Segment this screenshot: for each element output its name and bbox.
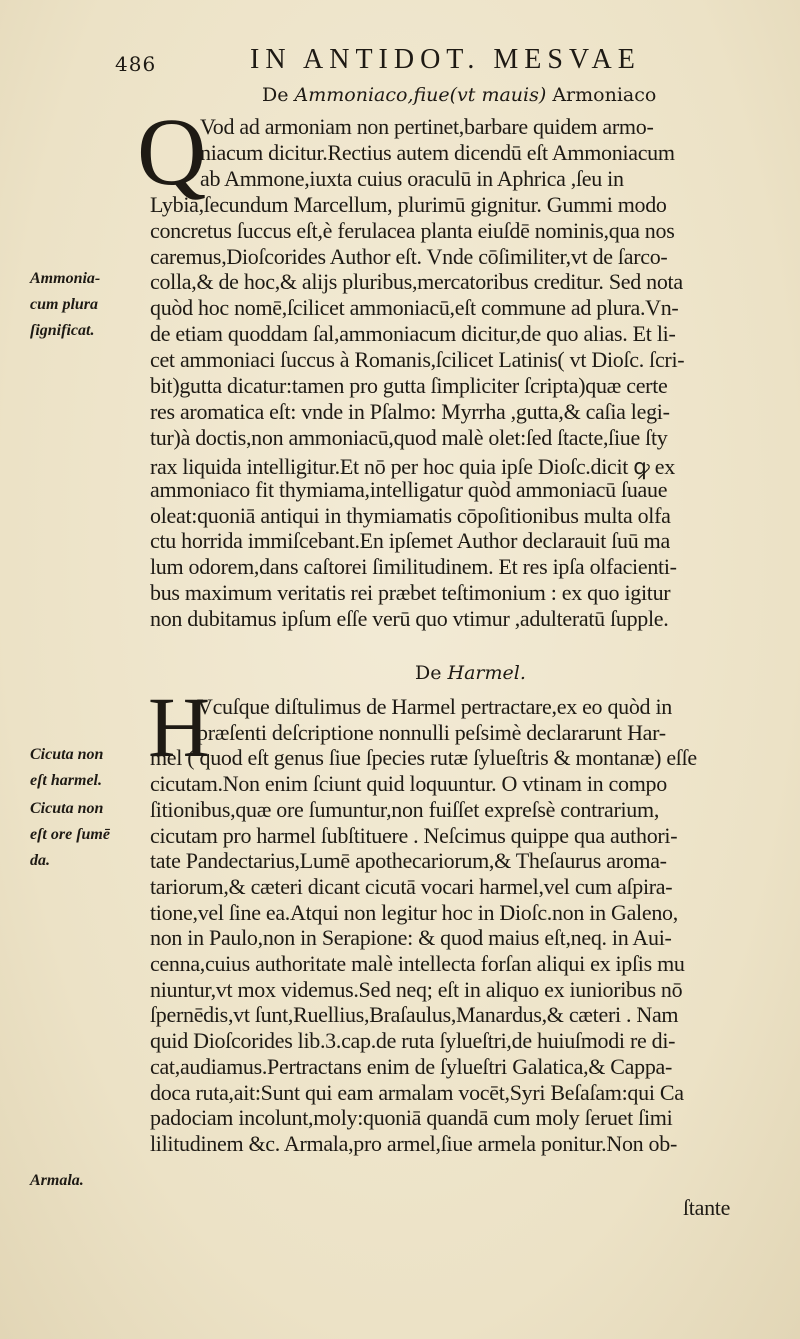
text-line: mel ( quod eſt genus ſiue ſpecies rutæ ſylueſtris & montanæ) eſſe xyxy=(150,745,697,771)
margin-note: Cicuta non xyxy=(30,800,104,817)
text-line: non in Paulo,non in Serapione: & quod maius eſt,neq. in Aui- xyxy=(150,925,672,951)
text-line: quid Dioſcorides lib.3.cap.de ruta ſylueſtri,de huiuſmodi re di- xyxy=(150,1028,676,1054)
text-line: tariorum,& cæteri dicant cicutā vocari harmel,vel cum aſpira- xyxy=(150,873,673,899)
text-line: caremus,Dioſcorides Author eſt. Vnde cōſimiliter,vt de ſarco- xyxy=(150,243,668,269)
text-line: quòd hoc nomē,ſcilicet ammoniacū,eſt commune ad plura.Vn- xyxy=(150,295,679,321)
margin-note: ſignificat. xyxy=(30,322,95,339)
text-line: non dubitamus ipſum eſſe verū quo vtimur ,adulteratū ſupple. xyxy=(150,606,669,632)
margin-note: Cicuta non xyxy=(30,746,104,763)
section-title-ammoniaco: De Ammoniaco,fiue(vt mauis) Armoniaco xyxy=(262,84,657,106)
text-line: concretus ſuccus eſt,è ferulacea planta eiuſdē nominis,qua nos xyxy=(150,217,675,243)
page-number: 486 xyxy=(115,52,157,76)
text-line: Lybia,ſecundum Marcellum, plurimū gignitur. Gummi modo xyxy=(150,191,667,217)
text-line: cicutam.Non enim ſciunt quid loquuntur. O vtinam in compo xyxy=(150,771,667,797)
text-line: tione,vel ſine ea.Atqui non legitur hoc in Dioſc.non in Galeno, xyxy=(150,899,678,925)
text-line: cat,audiamus.Pertractans enim de ſylueſtri Galatica,& Cappa- xyxy=(150,1053,673,1079)
page-header xyxy=(115,44,755,84)
text-line: cet ammoniaci ſuccus à Romanis,ſcilicet Latinis( vt Dioſc. ſcri- xyxy=(150,347,685,373)
text-line: doca ruta,ait:Sunt qui eam armalam vocēt,Syri Beſaſam:qui Ca xyxy=(150,1079,684,1105)
text-line: ſpernēdis,vt ſunt,Ruellius,Braſaulus,Manardus,& cæteri . Nam xyxy=(150,1002,679,1028)
text-line: ammoniaco fit thymiama,intelligatur quòd ammoniacū ſuaue xyxy=(150,476,668,502)
text-line: niacum dicitur.Rectius autem dicendū eſt Ammoniacum xyxy=(200,139,675,165)
margin-note: Armala. xyxy=(30,1172,84,1189)
text-line: tate Pandectarius,Lumē apothecariorum,& Theſaurus aroma- xyxy=(150,848,667,874)
margin-note: cum plura xyxy=(30,296,99,313)
text-line: Vcuſque diſtulimus de Harmel pertractare,ex eo quòd in xyxy=(197,694,672,719)
drop-cap-q: Q xyxy=(137,98,207,205)
text-line: lum odorem,dans caſtorei ſimilitudinem. Et res ipſa olfacienti- xyxy=(150,554,677,580)
text-line: bus maximum veritatis rei præbet teſtimonium : ex quo igitur xyxy=(150,580,671,606)
text-line: ctu horrida immiſcebant.En ipſemet Author declarauit ſuū ma xyxy=(150,528,670,554)
text-line: rax liquida intelligitur.Et nō per hoc quia ipſe Dioſc.dicit ꝙ ex xyxy=(150,453,675,479)
text-line: colla,& de hoc,& alijs pluribus,mercatoribus creditur. Sed nota xyxy=(150,269,683,295)
margin-note: Ammonia- xyxy=(30,270,101,287)
text-line: bit)gutta dicatur:tamen pro gutta ſimpliciter ſcripta)quæ certe xyxy=(150,373,668,398)
text-line: ſitionibus,quæ ore ſumuntur,non fuiſſet expreſsè contrarium, xyxy=(150,796,660,822)
text-line: de etiam quoddam ſal,ammoniacum dicitur,de quo alias. Et li- xyxy=(150,321,676,347)
text-line: cenna,cuius authoritate malè intellecta forſan aliqui ex ipſis mu xyxy=(150,951,685,976)
text-line: padociam incolunt,moly:quoniā quandā cum moly ſeruet ſimi xyxy=(150,1105,673,1131)
catchword: ſtante xyxy=(683,1195,731,1220)
text-line: tur)à doctis,non ammoniacū,quod malè olet:ſed ſtacte,ſiue ſty xyxy=(150,424,668,450)
margin-note: eſt harmel. xyxy=(30,772,102,789)
drop-cap-h: H xyxy=(148,679,211,775)
text-line: ab Ammone,iuxta cuius oraculū in Aphrica ,ſeu in xyxy=(200,165,624,191)
margin-note: da. xyxy=(30,852,50,869)
section-title-harmel: De Harmel. xyxy=(415,662,526,684)
text-line: lilitudinem &c. Armala,pro armel,ſiue armela ponitur.Non ob- xyxy=(150,1130,677,1156)
text-line: res aromatica eſt: vnde in Pſalmo: Myrrha ,gutta,& caſia legi- xyxy=(150,398,670,424)
text-line: præſenti deſcriptione nonnulli peſsimè declararunt Har- xyxy=(197,719,666,745)
text-line: cicutam pro harmel ſubſtituere . Neſcimus quippe qua authori- xyxy=(150,822,678,848)
text-line: oleat:quoniā antiqui in thymiamatis cōpoſitionibus multa olfa xyxy=(150,502,671,528)
text-line: Vod ad armoniam non pertinet,barbare quidem armo- xyxy=(200,114,654,139)
margin-note: eſt ore ſumē xyxy=(30,826,110,843)
text-line: niuntur,vt mox videmus.Sed neq; eſt in aliquo ex iunioribus nō xyxy=(150,976,683,1002)
running-title: IN ANTIDOT. MESVAE xyxy=(250,44,641,75)
